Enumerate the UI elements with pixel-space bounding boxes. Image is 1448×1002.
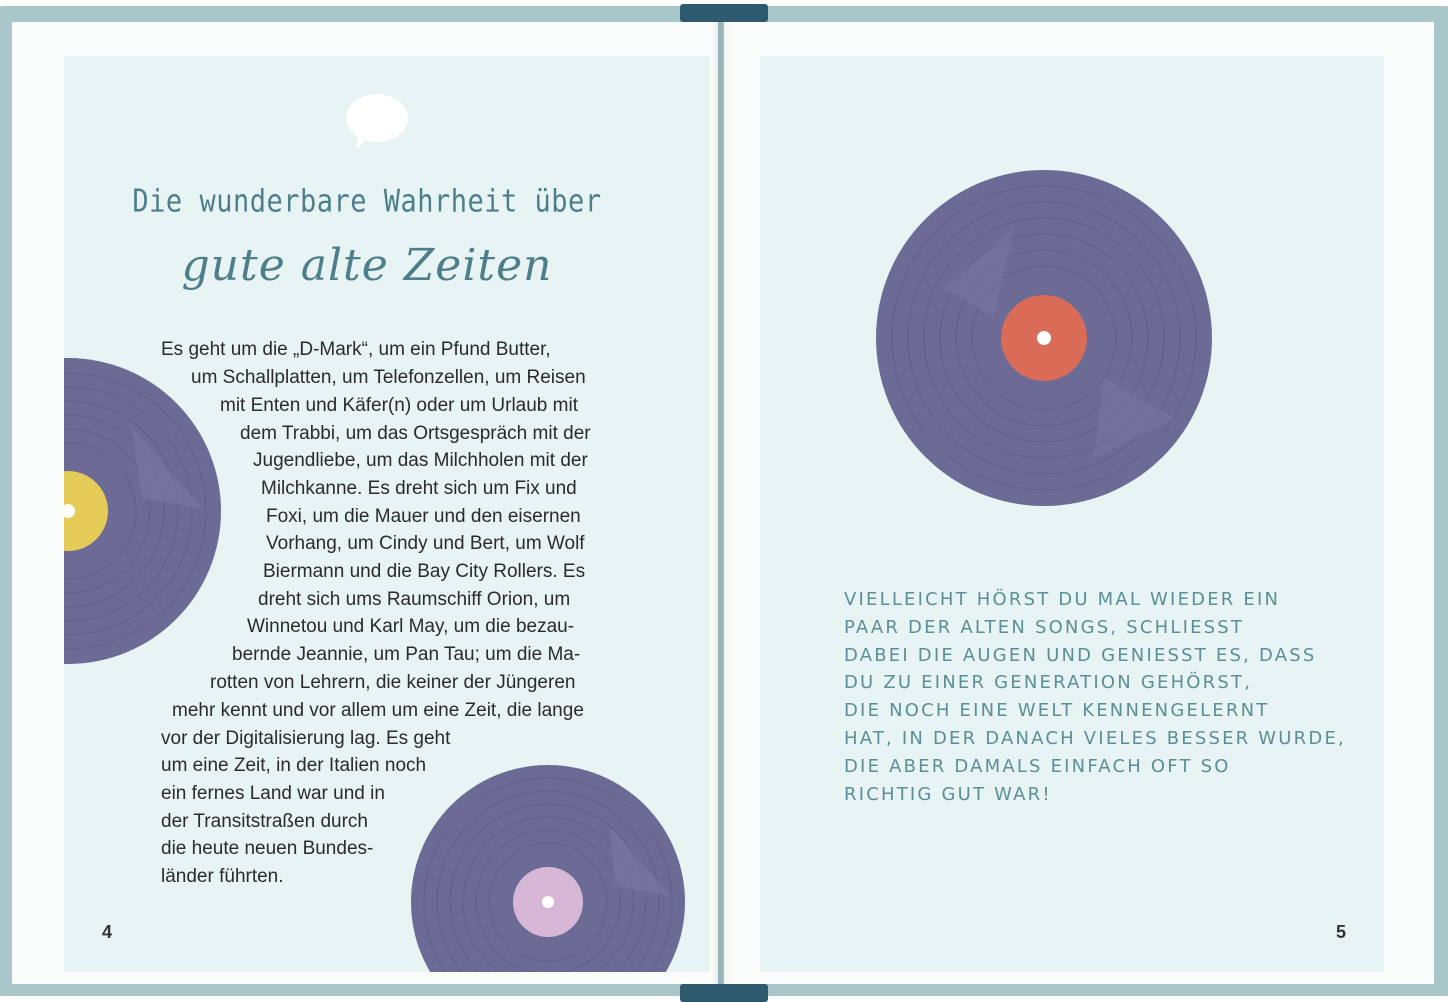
body-line: Winnetou und Karl May, um die bezau- bbox=[247, 616, 575, 637]
left-page bbox=[12, 22, 718, 984]
body-line: Vorhang, um Cindy und Bert, um Wolf bbox=[266, 533, 585, 554]
body-line: Jugendliebe, um das Milchholen mit der bbox=[253, 450, 588, 471]
left-page-panel bbox=[64, 56, 710, 972]
title-line-2: gute alte Zeiten bbox=[181, 240, 553, 291]
body-line: mit Enten und Käfer(n) oder um Urlaub mit bbox=[220, 395, 578, 416]
quote-line: VIELLEICHT HÖRST DU MAL WIEDER EIN bbox=[844, 589, 1281, 610]
body-line: mehr kennt und vor allem um eine Zeit, die lange bbox=[172, 700, 584, 721]
quote-line: PAAR DER ALTEN SONGS, SCHLIESST bbox=[844, 616, 1245, 638]
right-page bbox=[724, 22, 1434, 984]
body-line: dem Trabbi, um das Ortsgespräch mit der bbox=[240, 423, 591, 444]
page-number-left: 4 bbox=[102, 922, 113, 942]
body-line: der Transitstraßen durch bbox=[161, 811, 368, 832]
right-page-panel bbox=[760, 56, 1384, 972]
bookmark-ribbon-top bbox=[680, 4, 768, 22]
body-line: Foxi, um die Mauer und den eisernen bbox=[266, 506, 581, 527]
body-line: dreht sich ums Raumschiff Orion, um bbox=[258, 589, 571, 610]
vinyl-record-icon bbox=[874, 168, 1214, 508]
quote-line: DIE NOCH EINE WELT KENNENGELERNT bbox=[844, 700, 1270, 722]
body-line: Es geht um die „D-Mark“, um ein Pfund Butter, bbox=[161, 339, 551, 360]
quote-line: DU ZU EINER GENERATION GEHÖRST, bbox=[844, 672, 1253, 694]
body-line: ein fernes Land war und in bbox=[161, 783, 385, 804]
quote-line: DIE ABER DAMALS EINFACH OFT SO bbox=[844, 755, 1231, 777]
body-line: um Schallplatten, um Telefonzellen, um Reisen bbox=[191, 367, 586, 388]
quote-line: RICHTIG GUT WAR! bbox=[844, 783, 1052, 805]
body-line: Milchkanne. Es dreht sich um Fix und bbox=[261, 478, 577, 499]
body-line: Biermann und die Bay City Rollers. Es bbox=[263, 561, 586, 582]
quote-line: DABEI DIE AUGEN UND GENIESST ES, DASS bbox=[844, 644, 1317, 666]
body-line: bernde Jeannie, um Pan Tau; um die Ma- bbox=[232, 644, 581, 665]
bookmark-ribbon-bottom bbox=[680, 984, 768, 1002]
title-line-1: Die wunderbare Wahrheit über bbox=[132, 183, 602, 220]
body-line: die heute neuen Bundes- bbox=[161, 838, 374, 859]
page-number-right: 5 bbox=[1336, 922, 1347, 942]
quote-line: HAT, IN DER DANACH VIELES BESSER WURDE, bbox=[844, 727, 1346, 749]
book-gutter bbox=[712, 22, 732, 984]
body-line: länder führten. bbox=[161, 866, 284, 887]
body-line: vor der Digitalisierung lag. Es geht bbox=[161, 728, 451, 749]
quote-text bbox=[844, 586, 1346, 808]
body-line: um eine Zeit, in der Italien noch bbox=[161, 755, 427, 776]
body-line: rotten von Lehrern, die keiner der Jüngeren bbox=[210, 672, 576, 693]
body-text bbox=[64, 56, 710, 972]
